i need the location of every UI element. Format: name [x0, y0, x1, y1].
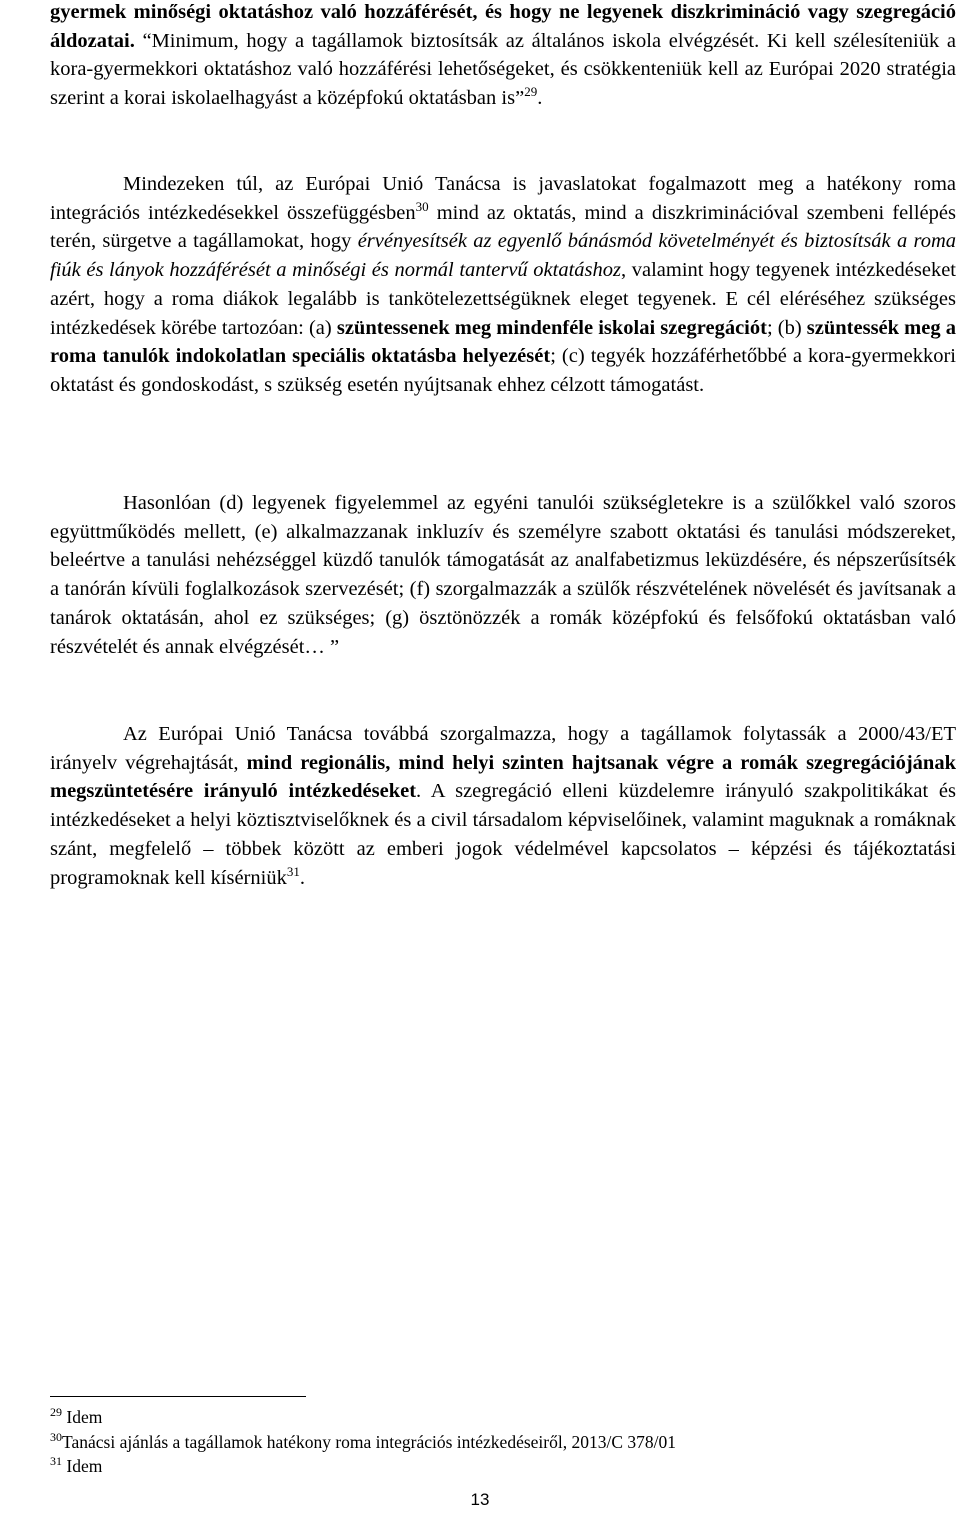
footnote-text: Idem [62, 1407, 103, 1427]
bold-text: szüntessenek meg mindenféle iskolai szegregációt [336, 316, 767, 339]
paragraph-text: Hasonlóan (d) legyenek figyelemmel az egyéni tanulói szükségletekre is a szülőkkel való szoros együttműködés mellett, (e) alkalmazzanak inkluzív és személyre szabott oktatási és tanulási módszereket, beleértve a tanulási nehézséggel küzdő tanulók támogatását az analfabetizmus leküzdésére, és népszerűsítsék a tanórán kívüli foglalkozások szervezését; (f) szorgalmazzák a szülők részvételének növelését és javítsanak a tanárok oktatásán, ahol ez szükséges; (g) ösztönözzék a romák középfokú és felsőfokú oktatásban való részvételét és annak elvégzését… ” [50, 492, 956, 658]
paragraph-text: , valamint hogy tegyenek intézkedéseket azért, hogy a roma diákok legalább is tankötelezettségüknek eleget tegyenek. E cél eléréséhez szükséges intézkedések körébe tartozóan: (a) [50, 259, 956, 339]
footnote-number: 29 [50, 1405, 62, 1419]
paragraph-text: ; (c) tegyék hozzáférhetőbbé a kora-gyermekkori oktatást és gondoskodást, s szükség esetén nyújtsanak ehhez célzott támogatást. [50, 345, 956, 396]
paragraph-text: . A szegregáció elleni küzdelemre irányuló szakpolitikákat és intézkedéseket a helyi köztisztviselőknek és a civil társadalom képviselőinek, valamint maguknak a romáknak szánt, megfelelő – többek között az emberi jogok védelmével kapcsolatos – képzési és tájékoztatási programoknak kell kísérniük [50, 780, 956, 889]
footnote-text: Tanácsi ajánlás a tagállamok hatékony roma integrációs intézkedéseiről, 2013/C 378/01 [62, 1431, 676, 1452]
footnote-number: 31 [50, 1454, 62, 1469]
footnote-number: 30 [50, 1429, 62, 1444]
footnote-29 [50, 1405, 930, 1430]
paragraph-text: mind az oktatás, mind a diszkriminációval szembeni fellépés terén, sürgetve a tagállamokat, hogy [50, 201, 956, 253]
paragraph-1 [50, 0, 956, 113]
footnote-30 [50, 1430, 930, 1455]
bold-text: gyermek minőségi oktatáshoz való hozzáférését, és hogy ne legyenek diszkrimináció vagy szegregáció áldozatai. [50, 1, 956, 52]
paragraph-text: Az Európai Unió Tanácsa továbbá szorgalmazza, hogy a tagállamok folytassák a 2000/43/ET irányelv végrehajtását, [50, 723, 956, 774]
paragraph-text: ; (b) [766, 316, 807, 339]
paragraph-text: Mindezeken túl, az Európai Unió Tanácsa is javaslatokat fogalmazott meg a hatékony roma integrációs intézkedésekkel összefüggésben [50, 173, 956, 224]
bold-text: mind regionális, mind helyi szinten hajtsanak végre a romák szegregációjának megszüntetésére irányuló intézkedéseket [50, 751, 956, 803]
footnote-31 [50, 1454, 930, 1479]
footnote-ref-31: 31 [286, 863, 300, 879]
footnote-separator [50, 1396, 306, 1397]
paragraph-2 [50, 170, 956, 400]
paragraph-3 [50, 489, 956, 661]
footnote-text: Idem [62, 1456, 103, 1477]
punctuation: . [299, 866, 305, 889]
italic-text: érvényesítsék az egyenlő bánásmód követelményét és biztosítsák a roma fiúk és lányok hozzáférését a minőségi és normál tantervű oktatáshoz [50, 230, 956, 282]
bold-text: szüntessék meg a roma tanulók indokolatlan speciális oktatásba helyezését [50, 316, 956, 368]
paragraph-text: “Minimum, hogy a tagállamok biztosítsák az általános iskola elvégzését. Ki kell szélesíteniük a kora-gyermekkori oktatáshoz való hozzáférési lehetőségeket, és csökkenteniük kell az Európai 2020 stratégia szerint a korai iskolaelhagyást a középfokú oktatásban is” [50, 29, 956, 110]
paragraph-4 [50, 720, 956, 892]
footnote-ref-29: 29 [524, 84, 538, 100]
footnote-ref-30: 30 [415, 198, 429, 214]
page-number: 13 [470, 1490, 490, 1509]
footnotes [50, 1405, 930, 1479]
punctuation: . [537, 87, 543, 110]
